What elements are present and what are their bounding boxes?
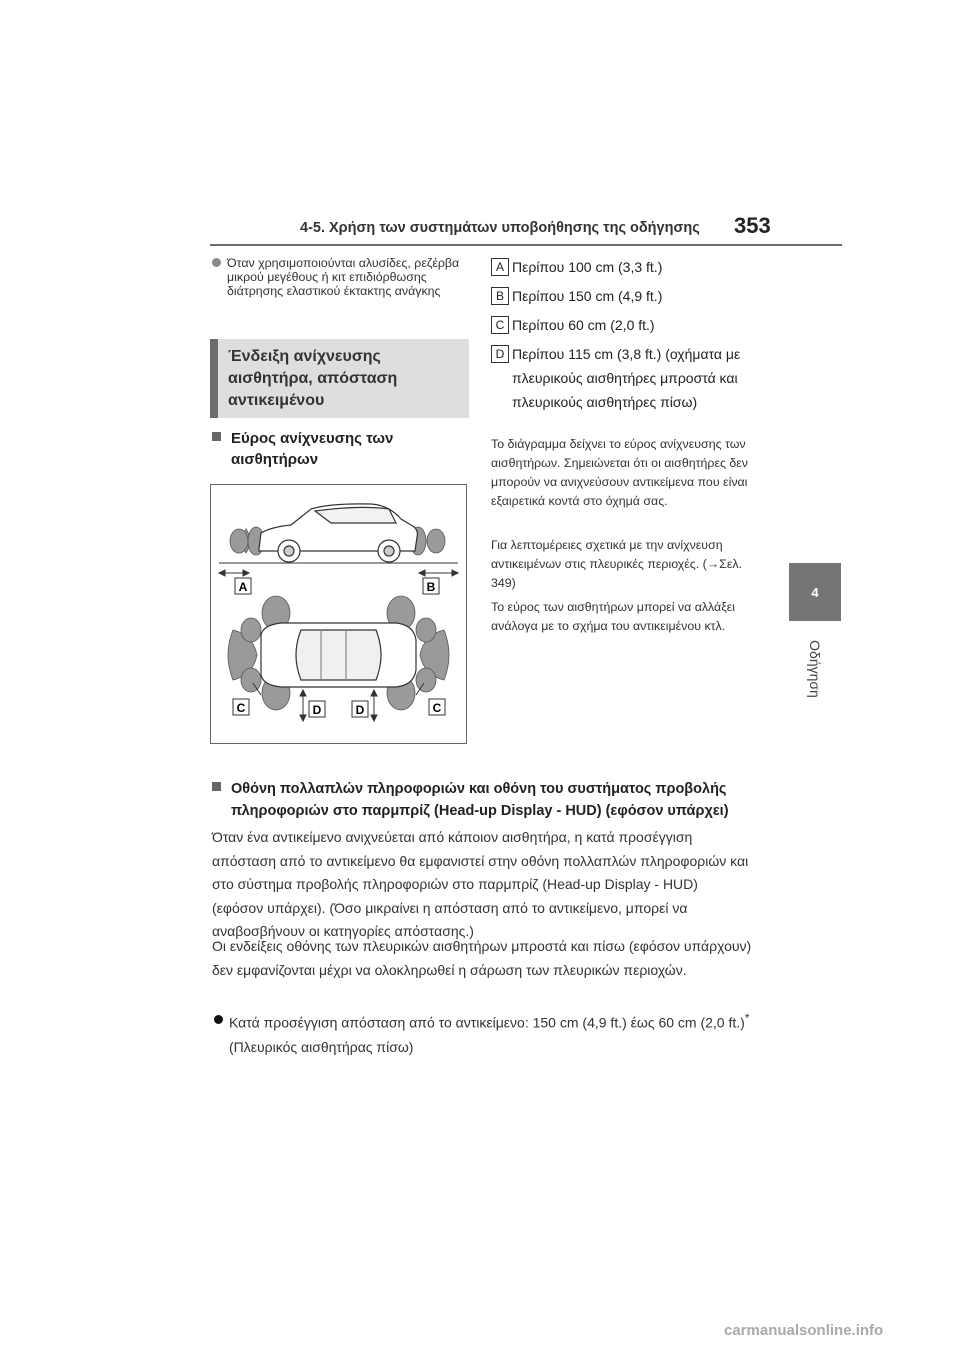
page-number: 353 [734,213,771,238]
chapter-tab[interactable] [789,563,841,621]
top-view-car [261,623,416,687]
legend-item-b [491,284,751,308]
label-b-box [423,578,439,594]
legend-item-c [491,313,751,337]
header-divider [210,244,842,246]
legend-text-b: Περίπου 150 cm (4,9 ft.) [512,288,663,304]
section-heading-box [210,339,469,418]
bullet-dot-icon [214,1015,223,1024]
sensor-range-illustration [211,485,466,743]
subsection-heading-range-text: Εύρος ανίχνευσης των αισθητήρων [231,430,394,468]
label-c-left: C [236,701,246,715]
range-legend [491,255,751,419]
label-c-right: C [432,701,442,715]
sensor-range-diagram [210,484,467,744]
note-bullet-icon [212,258,221,267]
range-arrows-ab [219,570,458,576]
note-item [214,256,466,298]
body-paragraph-2: Οι ενδείξεις οθόνης των πλευρικών αισθητήρων μπροστά και πίσω (εφόσον υπάρχουν) δεν εμφανίζονται μέχρι να ολοκληρωθεί η σάρωση των πλευρικών περιοχών. [212,938,752,978]
label-c-right-box [429,699,445,715]
legend-key-b: B [491,287,509,305]
distance-bullet-text [229,1007,752,1059]
label-d-right-box [352,701,368,717]
chapter-title: 4-5. Χρήση των συστημάτων υποβοήθησης της οδήγησης [300,220,700,236]
label-b: B [426,580,436,594]
label-a-box [235,578,251,594]
legend-text-a: Περίπου 100 cm (3,3 ft.) [512,259,663,275]
watermark: carmanualsonline.info [724,1322,884,1339]
legend-key-c: C [491,316,509,334]
label-d-left: D [312,703,322,717]
chapter-tab-label [789,624,841,714]
distance-bullet-tail: (Πλευρικός αισθητήρας πίσω) [229,1038,414,1055]
label-d-right: D [355,703,365,717]
legend-key-d: D [491,345,509,363]
distance-bullet-main: Κατά προσέγγιση απόσταση από το αντικείμενο: 150 cm (4,9 ft.) έως 60 cm (2,0 ft.) [229,1014,745,1031]
chapter-tab-number: 4 [811,584,819,600]
note-text: Όταν χρησιμοποιούνται αλυσίδες, ρεζέρβα μικρού μεγέθους ή κιτ επιδιόρθωσης διάτρησης ελαστικού έκτακτης ανάγκης [227,256,460,298]
side-view-car [259,504,417,562]
legend-text-c: Περίπου 60 cm (2,0 ft.) [512,317,655,333]
body-paragraph-1: Όταν ένα αντικείμενο ανιχνεύεται από κάποιον αισθητήρα, η κατά προσέγγιση απόσταση από το αντικείμενο θα εμφανιστεί στην οθόνη πολλαπλών πληροφοριών και στο σύστημα προβολής πληροφοριών στο παρμπρίζ (Head-up Display - HUD) (εφόσον υπάρχει). (Όσο μικραίνει η απόσταση από το αντικείμενο, μπορεί να αναβοσβήνουν οι κατηγορίες απόστασης.) [212,829,749,939]
footnote-marker: * [744,1012,750,1025]
side-area-reference: Για λεπτομέρειες σχετικά με την ανίχνευση αντικειμένων στις πλευρικές περιοχές. (→Σελ. 349) [491,538,742,590]
diagram-explanation: Το διάγραμμα δείχνει το εύρος ανίχνευσης των αισθητήρων. Σημειώνεται ότι οι αισθητήρες δεν μπορούν να ανιχνεύσουν αντικείμενα που είναι εξαιρετικά κοντά στο όχημά σας. [491,437,748,508]
legend-item-d [491,342,751,414]
label-d-left-box [309,701,325,717]
subsection-heading-display-text: Οθόνη πολλαπλών πληροφοριών και οθόνη του συστήματος προβολής πληροφοριών στο παρμπρίζ (Head-up Display - HUD) (εφόσον υπάρχει) [231,781,729,819]
subsection-heading-range [212,428,470,470]
square-bullet-icon [212,782,221,791]
legend-key-a: A [491,258,509,276]
chapter-tab-label-text: Οδήγηση [807,640,823,698]
section-heading: Ένδειξη ανίχνευσης αισθητήρα, απόσταση αντικειμένου [228,348,398,409]
range-variation-note: Το εύρος των αισθητήρων μπορεί να αλλάξει ανάλογα με το σχήμα του αντικειμένου κτλ. [491,600,736,633]
legend-item-a [491,255,751,279]
legend-text-d: Περίπου 115 cm (3,8 ft.) (οχήματα με πλευρικούς αισθητήρες μπροστά και πλευρικούς αισθητήρες πίσω) [512,346,741,410]
distance-bullet [212,1007,752,1059]
label-c-left-box [233,699,249,715]
square-bullet-icon [212,432,221,441]
section-heading-bar [210,339,218,418]
label-a: A [238,580,248,594]
subsection-heading-display [212,778,752,822]
